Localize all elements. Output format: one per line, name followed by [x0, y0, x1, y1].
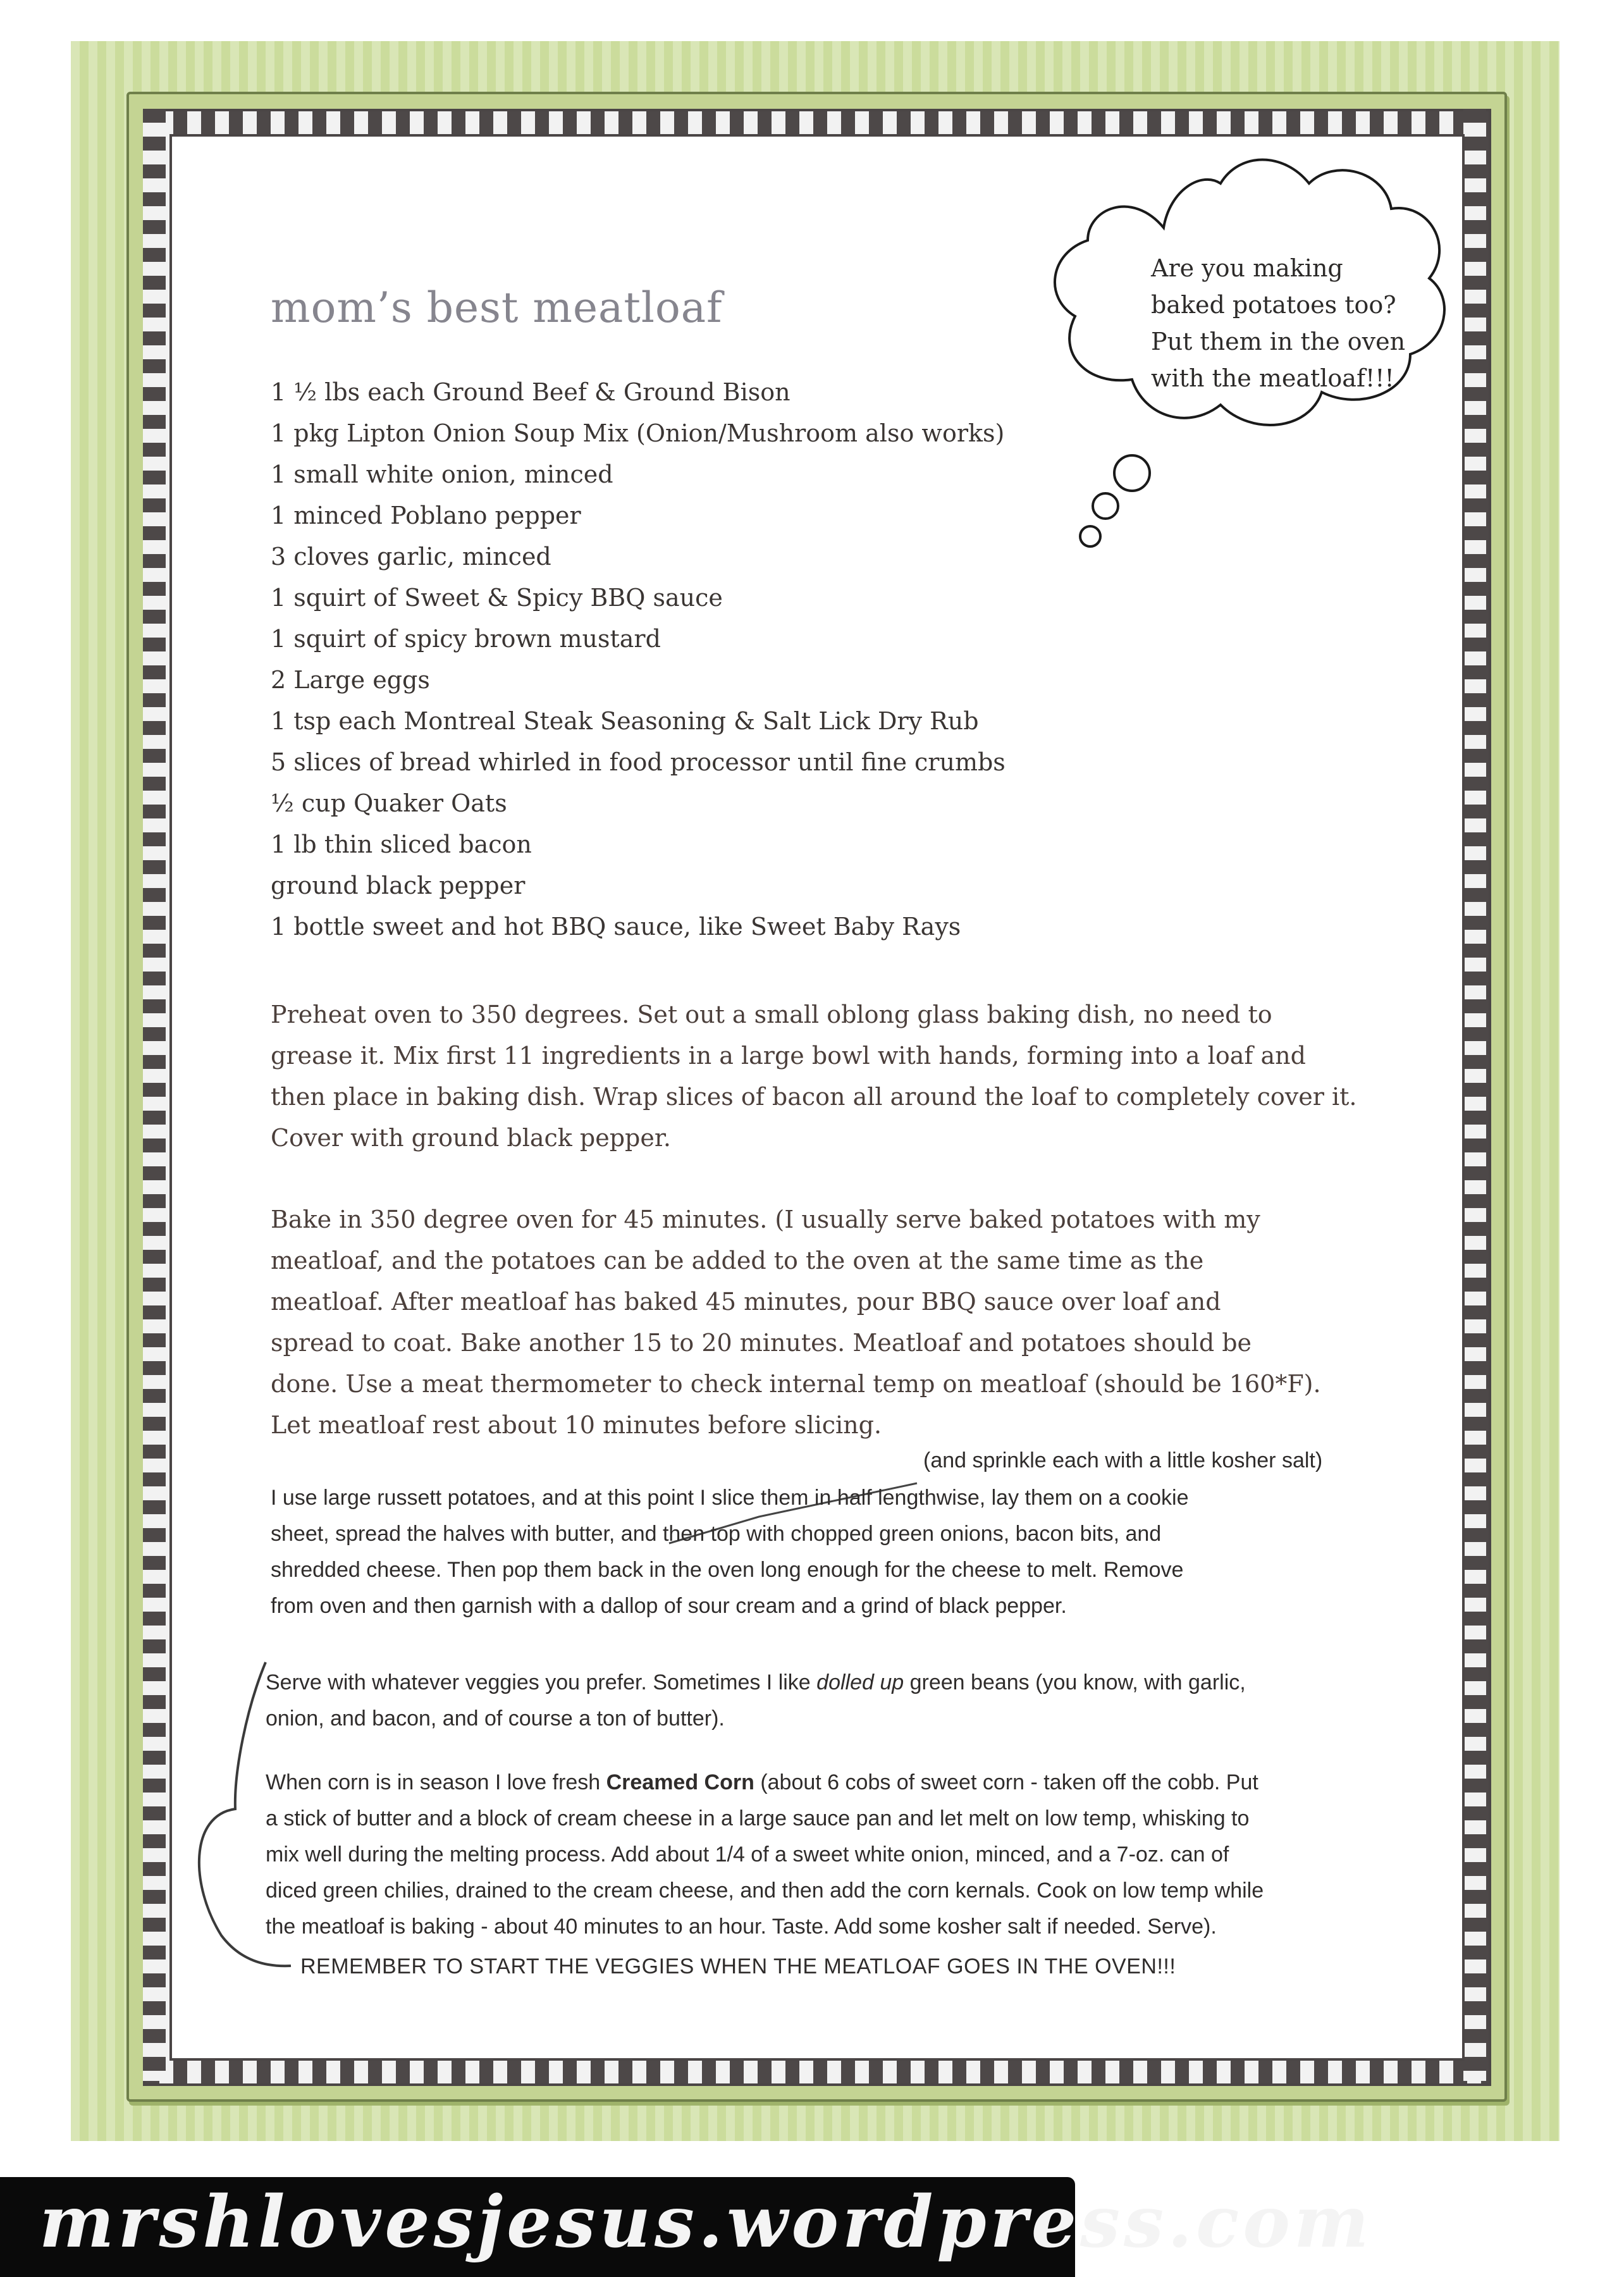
corn-paragraph: [266, 1765, 1264, 1945]
step-line: spread to coat. Bake another 15 to 20 minutes. Meatloaf and potatoes should be: [271, 1329, 1252, 1357]
veggies-line: onion, and bacon, and of course a ton of butter).: [266, 1706, 725, 1731]
recipe-title: mom’s best meatloaf: [271, 283, 723, 332]
ingredient-item: 3 cloves garlic, minced: [271, 543, 551, 571]
step-line: Bake in 350 degree oven for 45 minutes. (I usually serve baked potatoes with my: [271, 1206, 1260, 1233]
step-bake: [271, 1199, 1409, 1446]
ingredient-item: 1 tsp each Montreal Steak Seasoning & Salt Lick Dry Rub: [271, 707, 979, 735]
corn-text: (about 6 cobs of sweet corn - taken off the cobb. Put: [754, 1770, 1258, 1794]
step-line: Preheat oven to 350 degrees. Set out a small oblong glass baking dish, no need to: [271, 1001, 1272, 1028]
watermark-text: mrshlovesjesus.wordpress.com: [39, 2181, 1373, 2264]
ingredient-item: 1 small white onion, minced: [271, 460, 613, 488]
ingredient-item: ground black pepper: [271, 872, 526, 899]
step-line: Let meatloaf rest about 10 minutes before slicing.: [271, 1411, 882, 1439]
corn-line: diced green chilies, drained to the cream cheese, and then add the corn kernals. Cook on low temp while: [266, 1879, 1264, 1903]
ingredient-item: 1 ½ lbs each Ground Beef & Ground Bison: [271, 378, 790, 406]
step-line: meatloaf, and the potatoes can be added to the oven at the same time as the: [271, 1247, 1204, 1274]
veggies-emphasis: dolled up: [816, 1670, 904, 1694]
potatoes-line: shredded cheese. Then pop them back in the oven long enough for the cheese to melt. Remove: [271, 1558, 1184, 1582]
potatoes-paragraph: [271, 1480, 1188, 1624]
ingredient-item: 1 squirt of spicy brown mustard: [271, 625, 661, 653]
step-line: grease it. Mix first 11 ingredients in a large bowl with hands, forming into a loaf and: [271, 1042, 1306, 1070]
ingredient-item: 5 slices of bread whirled in food processor until fine crumbs: [271, 748, 1006, 776]
step-line: Cover with ground black pepper.: [271, 1124, 671, 1152]
ingredient-item: ½ cup Quaker Oats: [271, 789, 507, 817]
handwritten-potato-note: (and sprinkle each with a little kosher salt): [923, 1448, 1323, 1472]
ingredient-item: 2 Large eggs: [271, 666, 430, 694]
veggies-line: [266, 1665, 1246, 1701]
corn-line: [266, 1765, 1264, 1801]
thought-line: Put them in the oven: [1151, 328, 1406, 355]
step-line: meatloaf. After meatloaf has baked 45 minutes, pour BBQ sauce over loaf and: [271, 1288, 1221, 1316]
step-line: done. Use a meat thermometer to check internal temp on meatloaf (should be 160*F).: [271, 1370, 1321, 1398]
veggies-paragraph: [266, 1665, 1246, 1737]
veggies-text: green beans (you know, with garlic,: [904, 1670, 1246, 1694]
corn-line: the meatloaf is baking - about 40 minutes to an hour. Taste. Add some kosher salt if needed. Serve).: [266, 1915, 1217, 1939]
potatoes-line: from oven and then garnish with a dallop of sour cream and a grind of black pepper.: [271, 1594, 1067, 1618]
ingredient-item: 1 bottle sweet and hot BBQ sauce, like Sweet Baby Rays: [271, 913, 961, 941]
ingredient-list: [271, 372, 1346, 947]
corn-text: When corn is in season I love fresh: [266, 1770, 606, 1794]
potatoes-line: sheet, spread the halves with butter, and then top with chopped green onions, bacon bits, and: [271, 1522, 1162, 1546]
ingredient-item: 1 lb thin sliced bacon: [271, 830, 532, 858]
veggies-text: Serve with whatever veggies you prefer. Sometimes I like: [266, 1670, 817, 1694]
corn-line: a stick of butter and a block of cream cheese in a large sauce pan and let melt on low temp, whisking to: [266, 1806, 1250, 1830]
remember-note: REMEMBER TO START THE VEGGIES WHEN THE MEATLOAF GOES IN THE OVEN!!!: [300, 1954, 1176, 1978]
ingredient-item: 1 squirt of Sweet & Spicy BBQ sauce: [271, 584, 723, 612]
corn-line: mix well during the melting process. Add about 1/4 of a sweet white onion, minced, and a 7-oz. can of: [266, 1842, 1229, 1867]
ingredient-item: 1 pkg Lipton Onion Soup Mix (Onion/Mushroom also works): [271, 419, 1005, 447]
thought-line: with the meatloaf!!!: [1151, 364, 1394, 392]
step-line: then place in baking dish. Wrap slices of bacon all around the loaf to completely cover it.: [271, 1083, 1357, 1111]
thought-line: Are you making: [1151, 254, 1343, 282]
ingredient-item: 1 minced Poblano pepper: [271, 502, 581, 529]
step-preheat: [271, 994, 1409, 1159]
corn-bold: Creamed Corn: [606, 1770, 754, 1794]
potatoes-line: I use large russett potatoes, and at this point I slice them in half lengthwise, lay them on a cookie: [271, 1486, 1189, 1510]
thought-line: baked potatoes too?: [1151, 291, 1396, 319]
